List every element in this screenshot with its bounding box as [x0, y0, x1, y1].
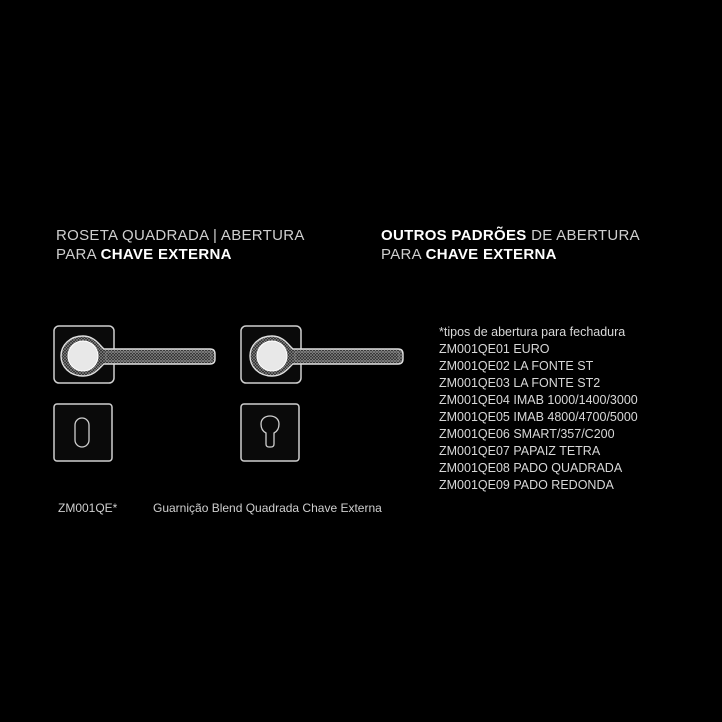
escutcheon-oval-keyhole [50, 400, 116, 464]
left-heading-line2 [56, 245, 305, 264]
left-heading-prefix: PARA [56, 246, 101, 263]
opening-types-note: *tipos de abertura para fechadura [439, 325, 626, 339]
right-heading-bold1: OUTROS PADRÕES [381, 227, 527, 244]
left-heading-line1: ROSETA QUADRADA | ABERTURA [56, 227, 305, 244]
escutcheon-euro-keyhole [236, 400, 302, 464]
product-code: ZM001QE* [58, 501, 118, 515]
handle-lever-right [236, 322, 408, 388]
left-heading-bold: CHAVE EXTERNA [100, 246, 232, 263]
left-heading [56, 226, 305, 264]
list-item: ZM001QE04 IMAB 1000/1400/3000 [439, 393, 638, 407]
opening-types-list [439, 324, 638, 494]
handle-lever-left [50, 322, 220, 388]
list-item: ZM001QE03 LA FONTE ST2 [439, 376, 601, 390]
list-item: ZM001QE05 IMAB 4800/4700/5000 [439, 410, 638, 424]
right-heading-line1 [381, 226, 640, 245]
list-item: ZM001QE07 PAPAIZ TETRA [439, 444, 601, 458]
product-description: Guarnição Blend Quadrada Chave Externa [153, 501, 382, 515]
list-item: ZM001QE08 PADO QUADRADA [439, 461, 623, 475]
list-item: ZM001QE02 LA FONTE ST [439, 359, 594, 373]
list-item: ZM001QE09 PADO REDONDA [439, 478, 614, 492]
right-heading [381, 226, 640, 264]
list-item: ZM001QE06 SMART/357/C200 [439, 427, 615, 441]
list-item: ZM001QE01 EURO [439, 342, 550, 356]
right-heading-line2 [381, 245, 640, 264]
right-heading-bold2: CHAVE EXTERNA [425, 246, 557, 263]
right-heading-rest: DE ABERTURA [526, 227, 640, 244]
right-heading-prefix: PARA [381, 246, 426, 263]
